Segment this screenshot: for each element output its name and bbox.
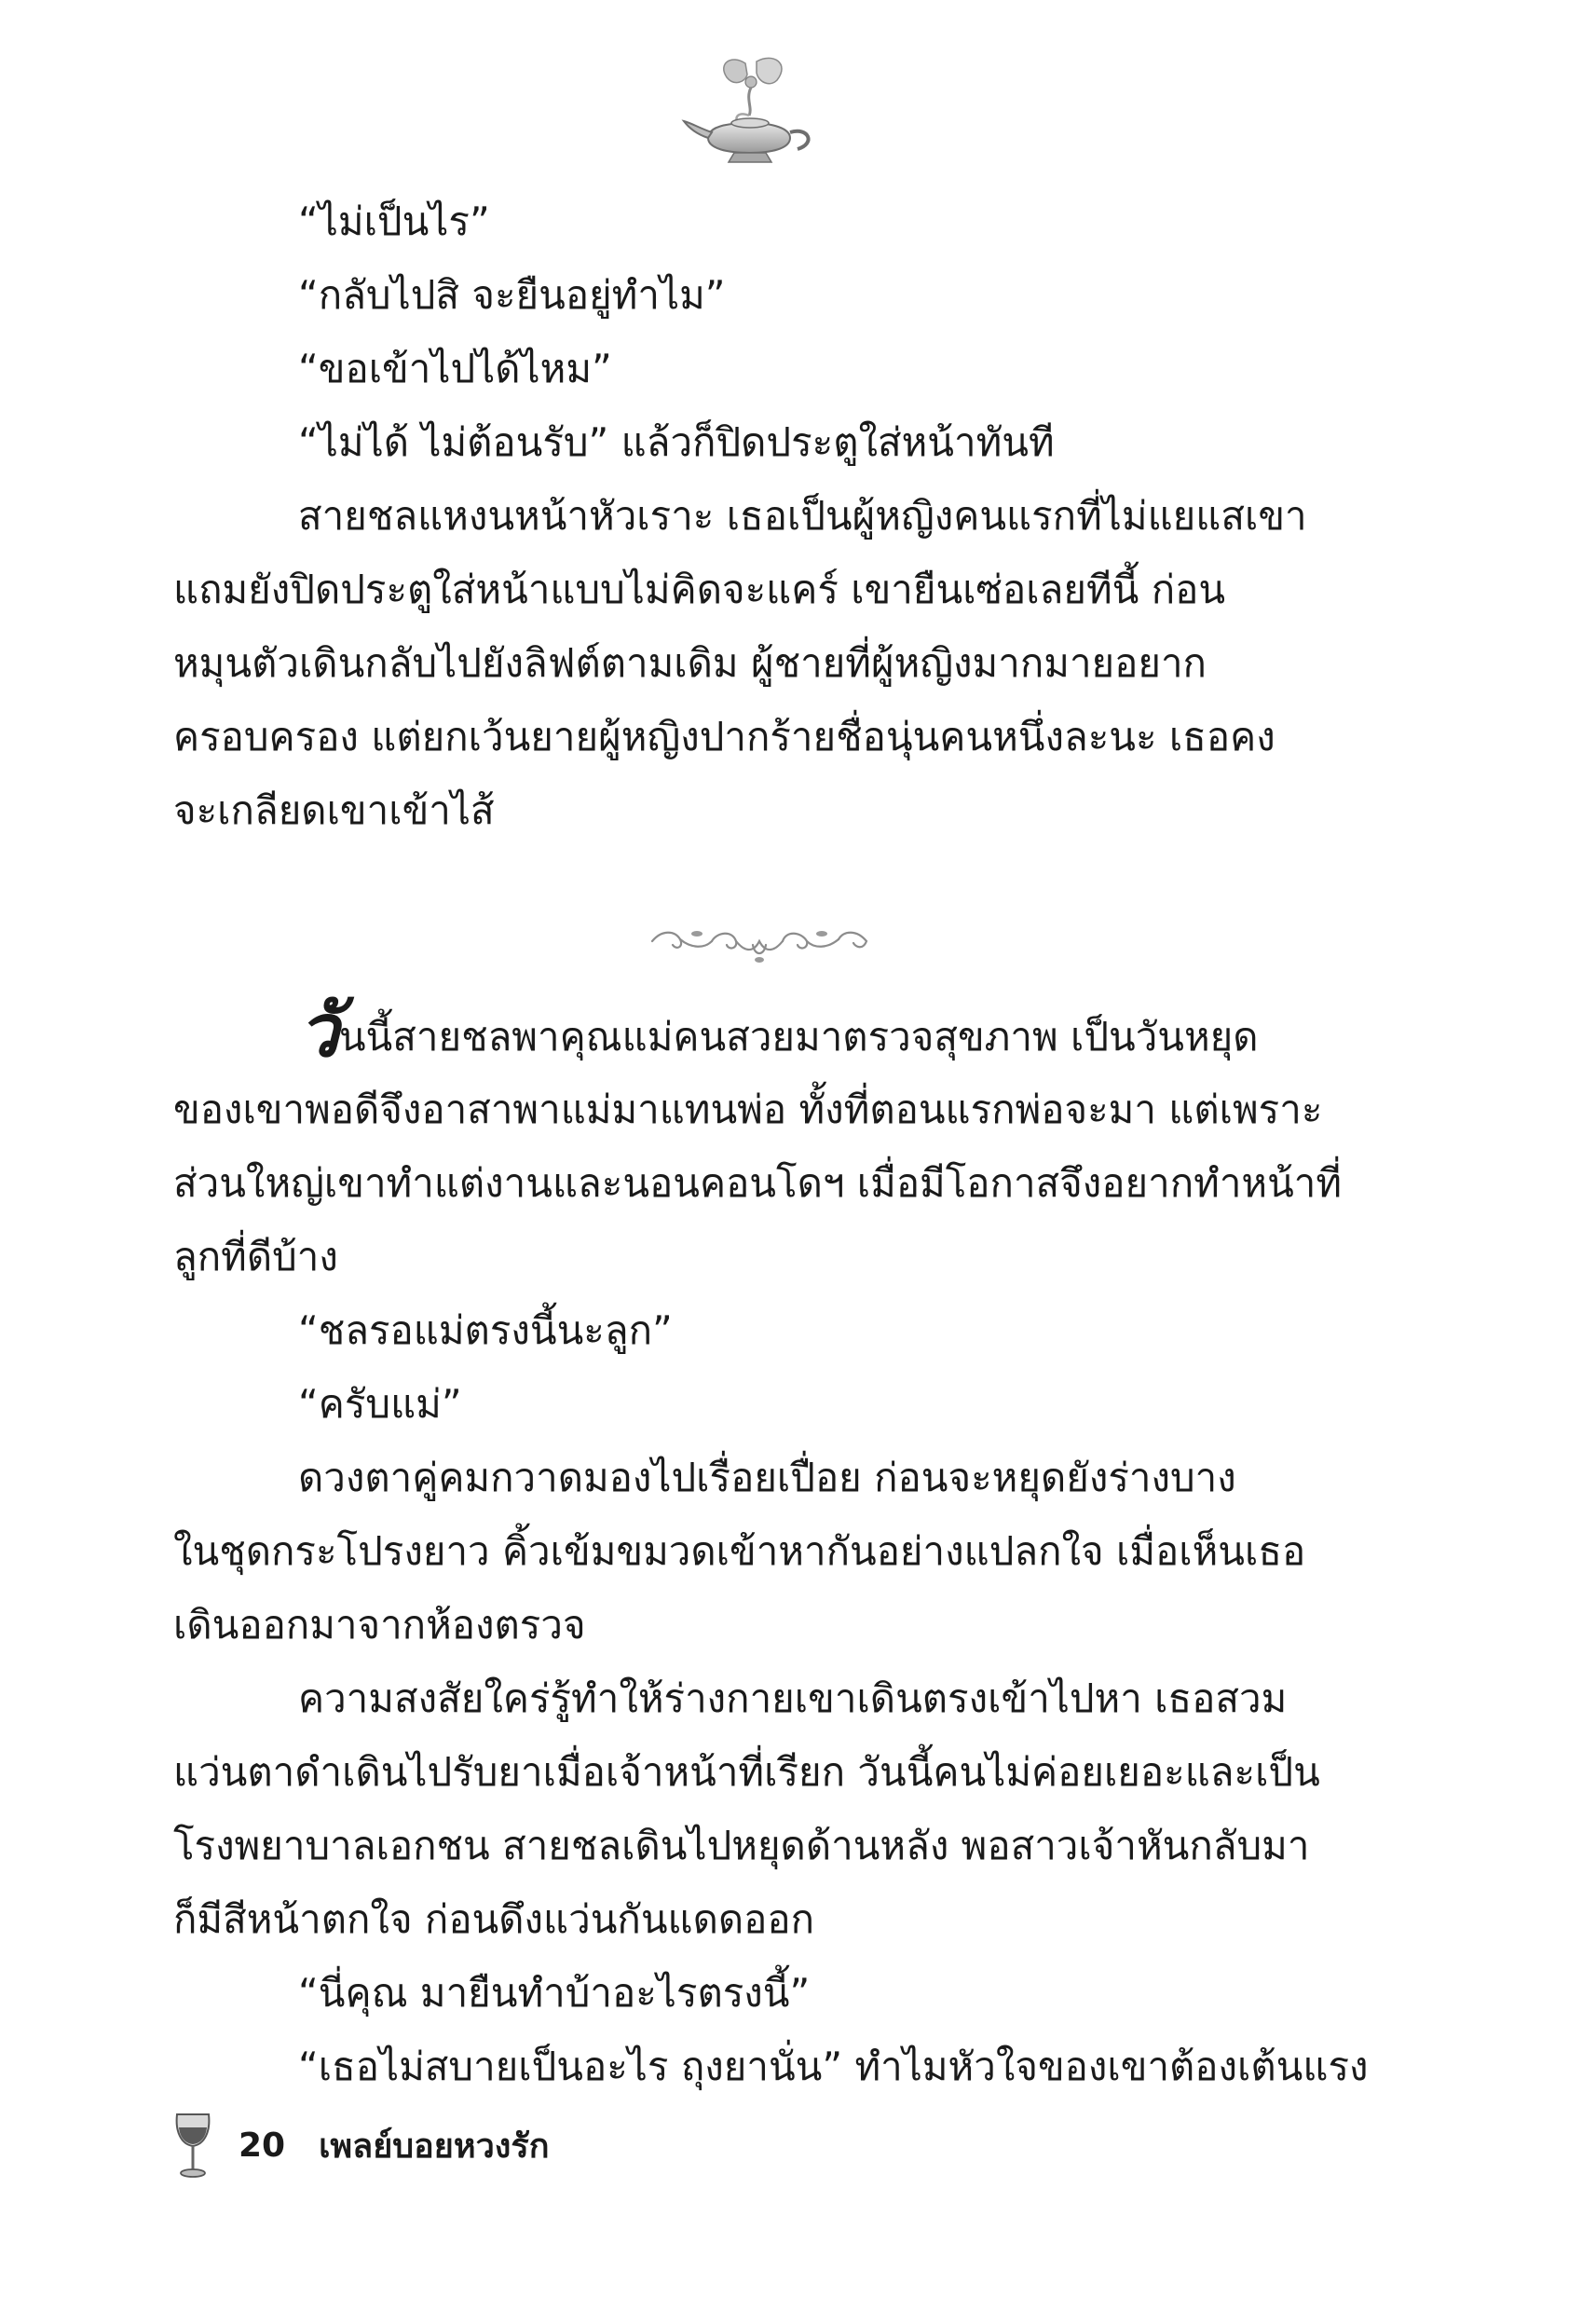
paragraph-line: จะเกลียดเขาเข้าไส้ — [173, 787, 495, 833]
dialogue-line: “เธอไม่สบายเป็นอะไร ถุงยานั่น” ทำไมหัวใจของเขาต้องเต้นแรง — [298, 2044, 1369, 2089]
dialogue-line: “ไม่ได้ ไม่ต้อนรับ” แล้วก็ปิดประตูใส่หน้าทันที — [298, 419, 1055, 465]
drop-cap: วั — [298, 989, 339, 1073]
paragraph-line: ก็มีสีหน้าตกใจ ก่อนดึงแว่นกันแดดออก — [173, 1896, 815, 1942]
paragraph-line: ส่วนใหญ่เขาทำแต่งานและนอนคอนโดฯ เมื่อมีโอกาสจึงอยากทำหน้าที่ — [173, 1160, 1343, 1206]
book-title: เพลย์บอยหวงรัก — [319, 2126, 550, 2166]
section-two — [173, 989, 1369, 2103]
dialogue-line: “ครับแม่” — [298, 1381, 462, 1427]
wine-glass-icon — [171, 2111, 214, 2180]
paragraph-line: ดวงตาคู่คมกวาดมองไปเรื่อยเปื่อย ก่อนจะหยุดยังร่างบาง — [298, 1455, 1236, 1500]
paragraph-line: ในชุดกระโปรงยาว คิ้วเข้มขมวดเข้าหากันอย่างแปลกใจ เมื่อเห็นเธอ — [173, 1528, 1306, 1574]
paragraph-first-line — [173, 989, 1329, 1073]
dialogue-line: “ชลรอแม่ตรงนี้นะลูก” — [298, 1307, 673, 1353]
page-number: 20 — [239, 2126, 286, 2165]
dialogue-line: “ขอเข้าไปได้ไหม” — [298, 346, 612, 391]
paragraph-line: โรงพยาบาลเอกชน สายชลเดินไปหยุดด้านหลัง พอสาวเจ้าหันกลับมา — [173, 1823, 1310, 1868]
paragraph-line: ความสงสัยใคร่รู้ทำให้ร่างกายเขาเดินตรงเข้าไปหา เธอสวม — [298, 1675, 1288, 1721]
floral-divider-icon — [643, 913, 876, 969]
dialogue-line: “นี่คุณ มายืนทำบ้าอะไรตรงนี้” — [298, 1970, 811, 2016]
magic-lamp-icon — [680, 54, 820, 166]
paragraph-line: เดินออกมาจากห้องตรวจ — [173, 1602, 586, 1648]
paragraph-line: ครอบครอง แต่ยกเว้นยายผู้หญิงปากร้ายชื่อนุ่นคนหนึ่งละนะ เธอคง — [173, 714, 1275, 759]
dialogue-line: “ไม่เป็นไร” — [298, 198, 490, 244]
first-line-text: นนี้สายชลพาคุณแม่คนสวยมาตรวจสุขภาพ เป็นวันหยุด — [338, 1014, 1259, 1060]
dialogue-line: “กลับไปสิ จะยืนอยู่ทำไม” — [298, 272, 726, 318]
paragraph-line: แถมยังปิดประตูใส่หน้าแบบไม่คิดจะแคร์ เขายืนเซ่อเลยทีนี้ ก่อน — [173, 567, 1226, 612]
paragraph-line: หมุนตัวเดินกลับไปยังลิฟต์ตามเดิม ผู้ชายที่ผู้หญิงมากมายอยาก — [173, 640, 1207, 686]
paragraph-line: ลูกที่ดีบ้าง — [173, 1234, 338, 1279]
section-one — [173, 185, 1329, 847]
paragraph-line: สายชลแหงนหน้าหัวเราะ เธอเป็นผู้หญิงคนแรกที่ไม่แยแสเขา — [298, 493, 1307, 539]
paragraph-line: ของเขาพอดีจึงอาสาพาแม่มาแทนพ่อ ทั้งที่ตอนแรกพ่อจะมา แต่เพราะ — [173, 1087, 1323, 1132]
paragraph-line: แว่นตาดำเดินไปรับยาเมื่อเจ้าหน้าที่เรียก วันนี้คนไม่ค่อยเยอะและเป็น — [173, 1749, 1320, 1795]
page-footer — [171, 2108, 550, 2182]
